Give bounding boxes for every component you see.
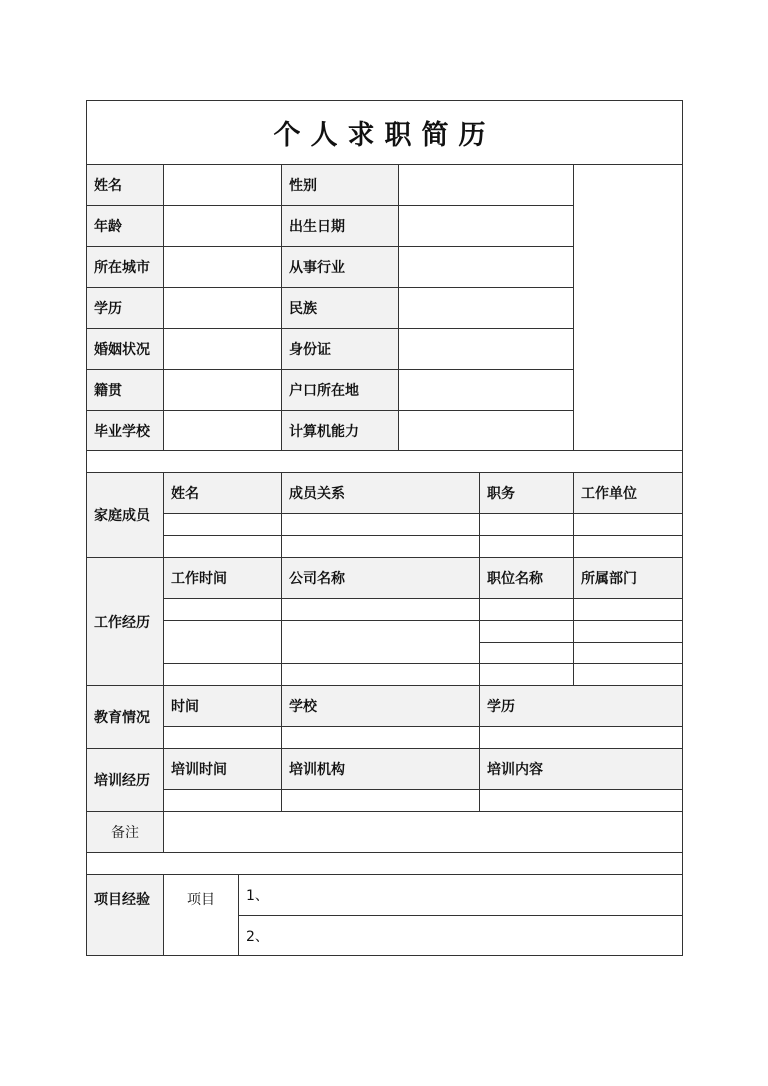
label-name: 姓名 — [86, 164, 163, 205]
table-border-right — [682, 100, 683, 956]
family-cell[interactable] — [573, 535, 682, 557]
work-col-company: 公司名称 — [281, 557, 479, 598]
work-cell[interactable] — [573, 642, 682, 663]
label-age: 年龄 — [86, 205, 163, 246]
family-cell[interactable] — [479, 513, 573, 535]
family-col-name: 姓名 — [163, 472, 281, 513]
input-id-card[interactable] — [398, 328, 573, 369]
training-col-content: 培训内容 — [479, 748, 682, 789]
training-cell[interactable] — [479, 789, 682, 811]
family-cell[interactable] — [281, 513, 479, 535]
family-col-position: 职务 — [479, 472, 573, 513]
input-industry[interactable] — [398, 246, 573, 287]
training-col-org: 培训机构 — [281, 748, 479, 789]
work-cell[interactable] — [479, 642, 573, 663]
family-cell[interactable] — [479, 535, 573, 557]
work-cell[interactable] — [479, 620, 573, 642]
work-cell[interactable] — [573, 620, 682, 642]
edu-col-time: 时间 — [163, 685, 281, 726]
training-cell[interactable] — [163, 789, 281, 811]
family-cell[interactable] — [163, 535, 281, 557]
input-birth-date[interactable] — [398, 205, 573, 246]
input-graduate-school[interactable] — [163, 410, 281, 450]
input-city[interactable] — [163, 246, 281, 287]
project-item[interactable]: 1、 — [238, 874, 682, 915]
work-cell[interactable] — [573, 663, 682, 685]
label-marital-status: 婚姻状况 — [86, 328, 163, 369]
input-name[interactable] — [163, 164, 281, 205]
input-education[interactable] — [163, 287, 281, 328]
work-cell[interactable] — [479, 598, 573, 620]
label-city: 所在城市 — [86, 246, 163, 287]
work-col-position: 职位名称 — [479, 557, 573, 598]
work-cell[interactable] — [281, 598, 479, 620]
work-col-department: 所属部门 — [573, 557, 682, 598]
work-cell[interactable] — [281, 620, 479, 663]
edu-col-school: 学校 — [281, 685, 479, 726]
input-gender[interactable] — [398, 164, 573, 205]
project-item[interactable]: 2、 — [238, 915, 682, 956]
photo-box[interactable] — [573, 164, 682, 450]
input-household-location[interactable] — [398, 369, 573, 410]
training-col-time: 培训时间 — [163, 748, 281, 789]
projects-sub-label: 项目 — [163, 874, 238, 956]
work-col-time: 工作时间 — [163, 557, 281, 598]
work-cell[interactable] — [163, 663, 281, 685]
family-col-relation: 成员关系 — [281, 472, 479, 513]
work-cell[interactable] — [479, 663, 573, 685]
label-birth-date: 出生日期 — [281, 205, 398, 246]
label-id-card: 身份证 — [281, 328, 398, 369]
form-title: 个人求职简历 — [86, 100, 682, 164]
label-education: 学历 — [86, 287, 163, 328]
work-cell[interactable] — [281, 663, 479, 685]
label-industry: 从事行业 — [281, 246, 398, 287]
table-border-bottom — [86, 955, 683, 956]
label-gender: 性别 — [281, 164, 398, 205]
label-ethnicity: 民族 — [281, 287, 398, 328]
label-computer-skills: 计算机能力 — [281, 410, 398, 450]
label-native-place: 籍贯 — [86, 369, 163, 410]
training-section-label: 培训经历 — [86, 748, 163, 811]
edu-cell[interactable] — [163, 726, 281, 748]
label-graduate-school: 毕业学校 — [86, 410, 163, 450]
family-section-label: 家庭成员 — [86, 472, 163, 557]
spacer-row — [86, 450, 682, 472]
training-cell[interactable] — [281, 789, 479, 811]
input-marital-status[interactable] — [163, 328, 281, 369]
family-cell[interactable] — [281, 535, 479, 557]
edu-cell[interactable] — [281, 726, 479, 748]
spacer-row — [86, 852, 682, 874]
projects-section-label: 项目经验 — [86, 874, 163, 956]
work-cell[interactable] — [163, 598, 281, 620]
family-col-employer: 工作单位 — [573, 472, 682, 513]
input-native-place[interactable] — [163, 369, 281, 410]
work-cell[interactable] — [163, 620, 281, 663]
input-computer-skills[interactable] — [398, 410, 573, 450]
resume-form — [86, 100, 683, 956]
family-cell[interactable] — [573, 513, 682, 535]
edu-section-label: 教育情况 — [86, 685, 163, 748]
edu-col-degree: 学历 — [479, 685, 682, 726]
input-ethnicity[interactable] — [398, 287, 573, 328]
remarks-input[interactable] — [163, 811, 682, 852]
family-cell[interactable] — [163, 513, 281, 535]
edu-cell[interactable] — [479, 726, 682, 748]
label-household-location: 户口所在地 — [281, 369, 398, 410]
work-section-label: 工作经历 — [86, 557, 163, 685]
work-cell[interactable] — [573, 598, 682, 620]
remarks-label: 备注 — [86, 811, 163, 852]
input-age[interactable] — [163, 205, 281, 246]
